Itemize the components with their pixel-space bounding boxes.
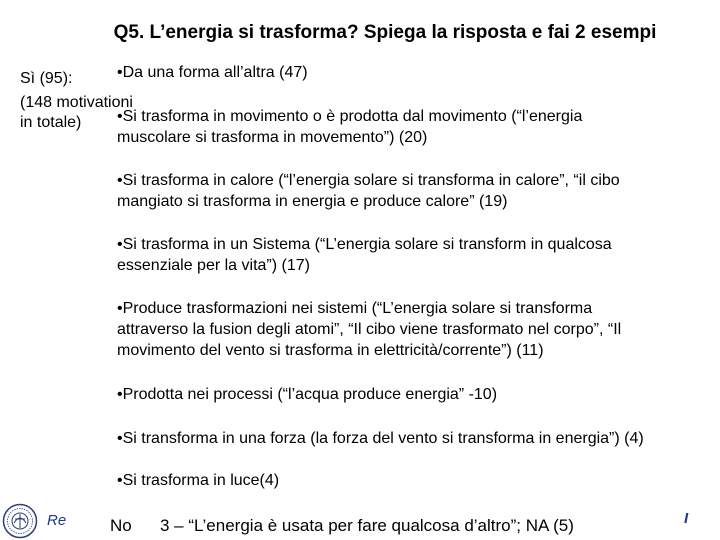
- bullet-line: •Si trasforma in movimento o è prodotta dal movimento (“l’energia: [117, 108, 583, 125]
- bullet-item-6: [117, 384, 717, 405]
- motivations-total-line-2: in totale): [20, 114, 82, 131]
- bullet-item-3: [117, 170, 717, 212]
- bullet-item-4: [117, 234, 717, 276]
- bullet-item-5: [117, 298, 717, 361]
- no-answer-text: 3 – “L’energia è usata per fare qualcosa d’altro”; NA (5): [160, 516, 574, 535]
- bullet-line: movimento del vento si trasforma in elettricità/corrente”) (11): [117, 342, 544, 359]
- footer-left-text: Re: [47, 512, 67, 529]
- bullet-item-1: [117, 62, 717, 83]
- bullet-line: •Si transforma in una forza (la forza del vento si transforma in energia”) (4): [117, 430, 644, 447]
- bullet-line: muscolare si trasforma in movemento”) (20): [117, 129, 428, 146]
- no-label: No: [110, 516, 132, 535]
- bullet-item-7: [117, 428, 717, 449]
- bullet-line: attraverso la fusion degli atomi”, “Il cibo viene trasformato nel corpo”, “Il: [117, 321, 622, 338]
- motivations-total-line-1: (148 motivationi: [20, 94, 133, 111]
- bullet-line: •Si trasforma in luce(4): [117, 472, 280, 489]
- bullet-line: essenziale per la vita”) (17): [117, 257, 310, 274]
- footer-right-text: I: [684, 510, 689, 527]
- bullet-line: •Produce trasformazioni nei sistemi (“L’energia solare si transforma: [117, 300, 593, 317]
- yes-label: Sì (95):: [20, 70, 73, 87]
- bullet-line: •Si trasforma in un Sistema (“L’energia solare si transform in qualcosa: [117, 236, 612, 253]
- bullet-item-8: [117, 470, 717, 491]
- bullet-line: •Si trasforma in calore (“l’energia solare si transforma in calore”, “il cibo: [117, 172, 620, 189]
- bullet-line: mangiato si trasforma in energia e produce calore” (19): [117, 193, 508, 210]
- bullet-line: •Prodotta nei processi (“l’acqua produce energia” -10): [117, 386, 498, 403]
- bullet-line: •Da una forma all’altra (47): [117, 64, 308, 81]
- slide-title: Q5. L’energia si trasforma? Spiega la risposta e fai 2 esempi: [113, 22, 657, 43]
- bullet-item-2: [117, 106, 717, 148]
- university-seal-icon: [2, 503, 38, 539]
